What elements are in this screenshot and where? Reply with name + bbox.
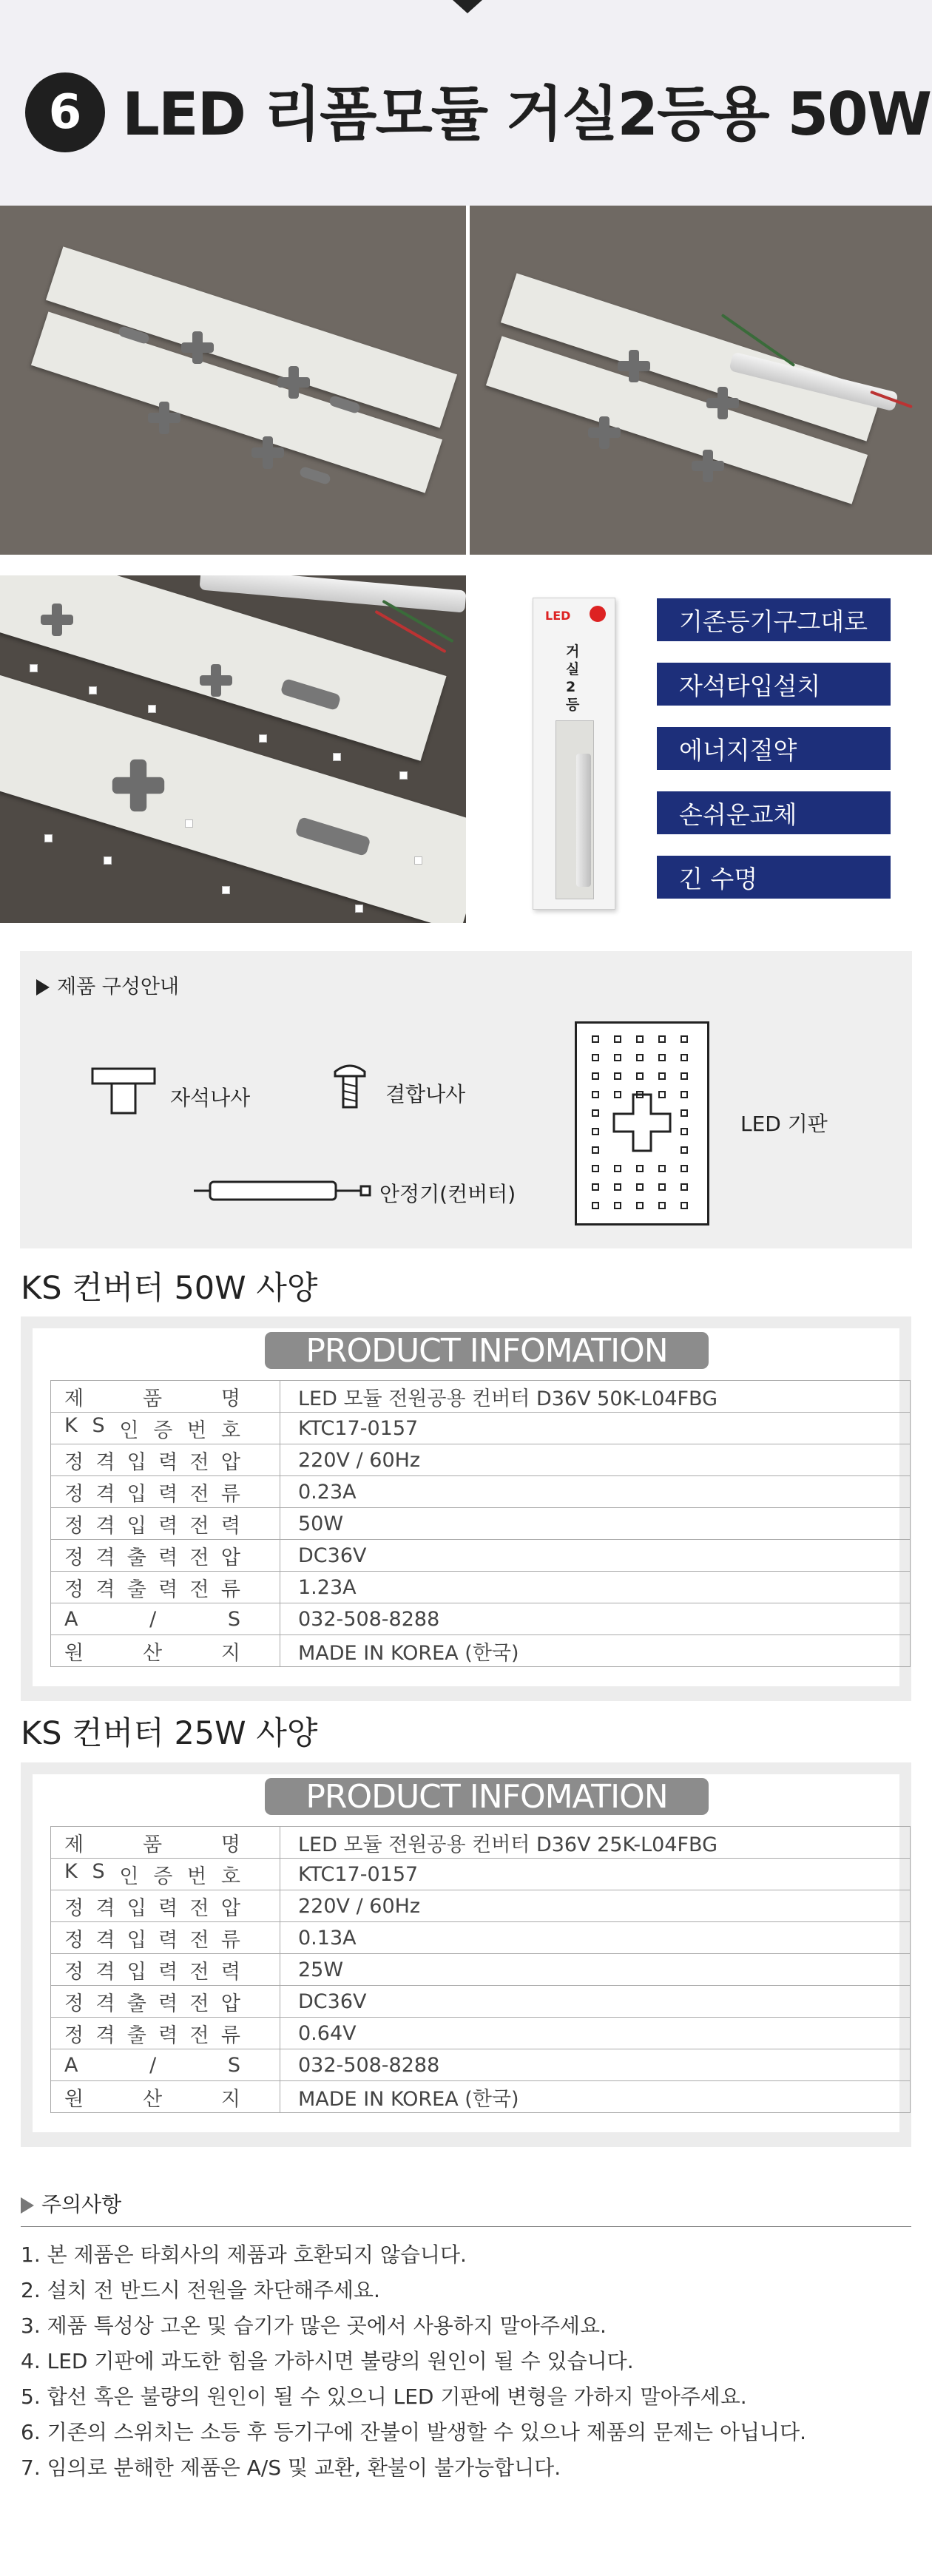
spec-key-char: K (64, 1859, 78, 1883)
spec-key (51, 1476, 280, 1508)
feature-badge: 자석타입설치 (657, 663, 891, 706)
spec-key-char: 전 (189, 1482, 209, 1506)
product-photo-boards-converter (470, 206, 932, 555)
spec-key-char: 압 (220, 1896, 240, 1920)
spec-row (51, 1922, 911, 1954)
spec-key (51, 1381, 280, 1413)
spec-key-char: 력 (158, 1514, 178, 1538)
spec-key-char: A (64, 1607, 78, 1631)
spec-key-char: 출 (126, 2024, 146, 2047)
led-dot (614, 1202, 621, 1209)
spec-key-char: 격 (95, 1482, 115, 1506)
led-dot (636, 1054, 644, 1061)
led-dot (681, 1035, 688, 1043)
spec-key-char: 전 (189, 1992, 209, 2015)
spec-value: 50W (280, 1508, 911, 1540)
spec-key-char: 입 (126, 1928, 146, 1952)
spec-value: DC36V (280, 1540, 911, 1572)
note-item: 4. LED 기판에 과도한 힘을 가하시면 불량의 원인이 될 수 있습니다. (21, 2349, 634, 2373)
led-dot (658, 1202, 666, 1209)
spec-key (51, 2081, 280, 2113)
package-sticker (590, 606, 606, 622)
spec-row (51, 1954, 911, 1986)
spec-key-char: 정 (64, 1482, 84, 1506)
package-label: 거실2등 (566, 643, 580, 713)
spec-key-char: 산 (142, 2087, 163, 2111)
components-heading: 제품 구성안내 (36, 970, 179, 999)
spec-value: DC36V (280, 1986, 911, 2018)
spec-25w-title: KS 컨버터 25W 사양 (21, 1715, 318, 1752)
spec-row (51, 1444, 911, 1476)
spec-row (51, 2018, 911, 2049)
spec-key-char: 인 (119, 1865, 139, 1888)
spec-key-char: 압 (220, 1450, 240, 1474)
spec-row (51, 1603, 911, 1635)
product-photo-boards (0, 206, 466, 555)
spec-row (51, 1986, 911, 2018)
led-dot (658, 1183, 666, 1191)
led-dot (636, 1165, 644, 1172)
led-dot (592, 1146, 599, 1154)
spec-key (51, 1859, 280, 1890)
feature-badge: 긴 수명 (657, 856, 891, 899)
spec-key-char: 전 (189, 1896, 209, 1920)
spec-key-char: 격 (95, 1546, 115, 1569)
spec-row (51, 2081, 911, 2113)
led-dot (614, 1091, 621, 1098)
spec-key-char: 압 (220, 1546, 240, 1569)
led-dot (681, 1109, 688, 1117)
spec-key-char: A (64, 2053, 78, 2077)
spec-row (51, 1859, 911, 1890)
spec-row (51, 1827, 911, 1859)
spec-value: 220V / 60Hz (280, 1890, 911, 1922)
spec-key-char: 정 (64, 1578, 84, 1601)
spec-key (51, 1444, 280, 1476)
spec-key-char: 전 (189, 1960, 209, 1984)
led-dot (592, 1128, 599, 1135)
page-title: LED 리폼모듈 거실2등용 50W (122, 80, 931, 149)
spec-key-char: 정 (64, 1450, 84, 1474)
note-item: 5. 합선 혹은 불량의 원인이 될 수 있으니 LED 기판에 변형을 가하지 말아주세요. (21, 2384, 747, 2409)
led-dot (592, 1072, 599, 1080)
led-dot (658, 1072, 666, 1080)
spec-key-char: S (92, 1413, 105, 1437)
led-dot (614, 1035, 621, 1043)
notes-heading: 주의사항 (21, 2188, 121, 2218)
bolt-screw-icon (334, 1064, 366, 1110)
spec-value: KTC17-0157 (280, 1859, 911, 1890)
led-dot (681, 1183, 688, 1191)
product-package (533, 598, 615, 910)
spec-key-char: 정 (64, 1514, 84, 1538)
spec-key (51, 1603, 280, 1635)
play-triangle-icon (21, 2197, 34, 2214)
spec-key (51, 1508, 280, 1540)
spec-key-char: 압 (220, 1992, 240, 2015)
spec-row (51, 1413, 911, 1444)
header-notch (453, 0, 482, 13)
spec-key-char: 류 (220, 1928, 240, 1952)
spec-key-char: / (149, 2053, 157, 2077)
converter-label: 안정기(컨버터) (379, 1182, 516, 1206)
spec-key-char: 류 (220, 1482, 240, 1506)
led-dot (592, 1091, 599, 1098)
spec-row (51, 1540, 911, 1572)
led-dot (592, 1054, 599, 1061)
led-dot (681, 1146, 688, 1154)
spec-key (51, 1540, 280, 1572)
spec-key-char: 격 (95, 1960, 115, 1984)
spec-key-char: 력 (220, 1514, 240, 1538)
spec-key-char: 입 (126, 1514, 146, 1538)
spec-key-char: 출 (126, 1578, 146, 1601)
spec-key-char: 품 (142, 1387, 163, 1410)
package-logo: LED (545, 609, 571, 623)
spec-key (51, 1413, 280, 1444)
spec-key-char: 호 (220, 1419, 240, 1442)
bolt-screw-label: 결합나사 (385, 1082, 466, 1106)
spec-key-char: 격 (95, 1578, 115, 1601)
spec-key-char: 격 (95, 1992, 115, 2015)
spec-key-char: 호 (220, 1865, 240, 1888)
spec-key (51, 1827, 280, 1859)
spec-key-char: 전 (189, 1546, 209, 1569)
spec-key-char: 전 (189, 1514, 209, 1538)
spec-key-char: 력 (158, 1992, 178, 2015)
spec-key-char: 력 (158, 1450, 178, 1474)
spec-key (51, 1572, 280, 1603)
spec-key-char: 력 (158, 1482, 178, 1506)
note-item: 3. 제품 특성상 고온 및 습기가 많은 곳에서 사용하지 말아주세요. (21, 2313, 607, 2338)
note-item: 6. 기존의 스위치는 소등 후 등기구에 잔불이 발생할 수 있으나 제품의 문제는 아닙니다. (21, 2420, 807, 2444)
spec-key (51, 1922, 280, 1954)
spec-key (51, 1890, 280, 1922)
spec-key-char: 입 (126, 1450, 146, 1474)
spec-key-char: S (227, 1607, 240, 1631)
spec-key-char: 증 (153, 1419, 173, 1442)
spec-key-char: S (92, 1859, 105, 1883)
spec-key-char: 입 (126, 1960, 146, 1984)
feature-badge: 기존등기구그대로 (657, 598, 891, 641)
section-number-badge: 6 (25, 72, 105, 152)
spec-value: LED 모듈 전원공용 컨버터 D36V 25K-L04FBG (280, 1827, 911, 1859)
spec-key-char: 제 (64, 1833, 84, 1856)
led-dot (592, 1165, 599, 1172)
spec-row (51, 1508, 911, 1540)
spec-key-char: 지 (220, 1641, 240, 1665)
led-board-label: LED 기판 (740, 1112, 828, 1136)
spec-25w-panel (21, 1762, 911, 2147)
led-dot (636, 1035, 644, 1043)
led-dot (681, 1054, 688, 1061)
spec-key-char: 전 (189, 2024, 209, 2047)
led-dot (681, 1072, 688, 1080)
led-dot (681, 1202, 688, 1209)
spec-value: 1.23A (280, 1572, 911, 1603)
spec-key-char: 제 (64, 1387, 84, 1410)
spec-key-char: 원 (64, 2087, 84, 2111)
spec-key-char: 정 (64, 1546, 84, 1569)
led-dot (592, 1183, 599, 1191)
spec-value: 0.64V (280, 2018, 911, 2049)
spec-key-char: 력 (158, 1960, 178, 1984)
spec-key-char: K (64, 1413, 78, 1437)
spec-key-char: 출 (126, 1546, 146, 1569)
spec-value: 032-508-8288 (280, 1603, 911, 1635)
note-item: 2. 설치 전 반드시 전원을 차단해주세요. (21, 2278, 380, 2302)
led-dot (681, 1128, 688, 1135)
spec-key-char: 정 (64, 1992, 84, 2015)
spec-value: MADE IN KOREA (한국) (280, 1635, 911, 1667)
magnet-screw-label: 자석나사 (170, 1086, 251, 1110)
led-dot (636, 1072, 644, 1080)
magnet-screw-icon (91, 1067, 156, 1116)
spec-key-char: 명 (220, 1387, 240, 1410)
spec-row (51, 1635, 911, 1667)
led-dot (658, 1091, 666, 1098)
led-dot (681, 1165, 688, 1172)
feature-badge: 손쉬운교체 (657, 791, 891, 834)
spec-row (51, 1381, 911, 1413)
spec-key-char: 류 (220, 2024, 240, 2047)
spec-50w-table (50, 1380, 911, 1667)
spec-value: 0.23A (280, 1476, 911, 1508)
notes-divider (21, 2226, 911, 2227)
spec-key-char: 전 (189, 1928, 209, 1952)
spec-50w-title: KS 컨버터 50W 사양 (21, 1270, 318, 1307)
spec-key-char: 격 (95, 1896, 115, 1920)
spec-key-char: 번 (187, 1865, 207, 1888)
spec-key-char: 격 (95, 2024, 115, 2047)
spec-key-char: 력 (158, 1928, 178, 1952)
led-dot (614, 1183, 621, 1191)
led-dot (636, 1091, 644, 1098)
spec-value: 032-508-8288 (280, 2049, 911, 2081)
product-info-title: PRODUCT INFOMATION (265, 1332, 709, 1369)
product-info-title: PRODUCT INFOMATION (265, 1778, 709, 1815)
spec-50w-panel (21, 1316, 911, 1701)
led-dot (636, 1202, 644, 1209)
spec-key-char: 정 (64, 1896, 84, 1920)
spec-key-char: 품 (142, 1833, 163, 1856)
converter-icon (194, 1174, 371, 1206)
spec-key (51, 1986, 280, 2018)
led-dot (658, 1165, 666, 1172)
spec-key-char: 력 (158, 1578, 178, 1601)
note-item: 1. 본 제품은 타회사의 제품과 호환되지 않습니다. (21, 2242, 467, 2267)
spec-key (51, 2018, 280, 2049)
spec-key-char: 지 (220, 2087, 240, 2111)
feature-badge: 에너지절약 (657, 727, 891, 770)
led-dot (592, 1109, 599, 1117)
led-dot (614, 1165, 621, 1172)
spec-key-char: 번 (187, 1419, 207, 1442)
spec-key-char: 격 (95, 1450, 115, 1474)
led-dot (681, 1091, 688, 1098)
components-box (20, 951, 912, 1248)
spec-value: KTC17-0157 (280, 1413, 911, 1444)
spec-key-char: 전 (189, 1578, 209, 1601)
spec-key (51, 1635, 280, 1667)
spec-value: 25W (280, 1954, 911, 1986)
spec-key-char: 정 (64, 1928, 84, 1952)
led-dot (614, 1054, 621, 1061)
spec-key-char: 원 (64, 1641, 84, 1665)
spec-key-char: 정 (64, 1960, 84, 1984)
note-item: 7. 임의로 분해한 제품은 A/S 및 교환, 환불이 불가능합니다. (21, 2455, 561, 2480)
spec-key-char: 류 (220, 1578, 240, 1601)
spec-value: 220V / 60Hz (280, 1444, 911, 1476)
spec-key-char: S (227, 2053, 240, 2077)
spec-key-char: 전 (189, 1450, 209, 1474)
spec-25w-table (50, 1826, 911, 2113)
led-dot (614, 1072, 621, 1080)
spec-key-char: 격 (95, 1514, 115, 1538)
spec-key-char: 명 (220, 1833, 240, 1856)
led-board-icon (575, 1021, 709, 1226)
led-dot (658, 1035, 666, 1043)
spec-row (51, 1890, 911, 1922)
spec-key-char: 력 (158, 1896, 178, 1920)
spec-row (51, 1476, 911, 1508)
led-dot (636, 1183, 644, 1191)
product-photo-closeup (0, 575, 466, 923)
spec-key (51, 1954, 280, 1986)
spec-key-char: 정 (64, 2024, 84, 2047)
spec-key-char: 입 (126, 1896, 146, 1920)
led-dot (592, 1202, 599, 1209)
spec-key-char: 입 (126, 1482, 146, 1506)
spec-value: LED 모듈 전원공용 컨버터 D36V 50K-L04FBG (280, 1381, 911, 1413)
header (0, 0, 932, 206)
spec-key-char: 출 (126, 1992, 146, 2015)
spec-key (51, 2049, 280, 2081)
spec-row (51, 1572, 911, 1603)
spec-key-char: 력 (220, 1960, 240, 1984)
spec-key-char: 인 (119, 1419, 139, 1442)
led-dot (658, 1054, 666, 1061)
spec-row (51, 2049, 911, 2081)
spec-key-char: 격 (95, 1928, 115, 1952)
play-triangle-icon (36, 979, 50, 995)
spec-key-char: 증 (153, 1865, 173, 1888)
spec-value: MADE IN KOREA (한국) (280, 2081, 911, 2113)
spec-key-char: / (149, 1607, 157, 1631)
spec-key-char: 력 (158, 1546, 178, 1569)
spec-value: 0.13A (280, 1922, 911, 1954)
led-dot (592, 1035, 599, 1043)
spec-key-char: 력 (158, 2024, 178, 2047)
spec-key-char: 산 (142, 1641, 163, 1665)
